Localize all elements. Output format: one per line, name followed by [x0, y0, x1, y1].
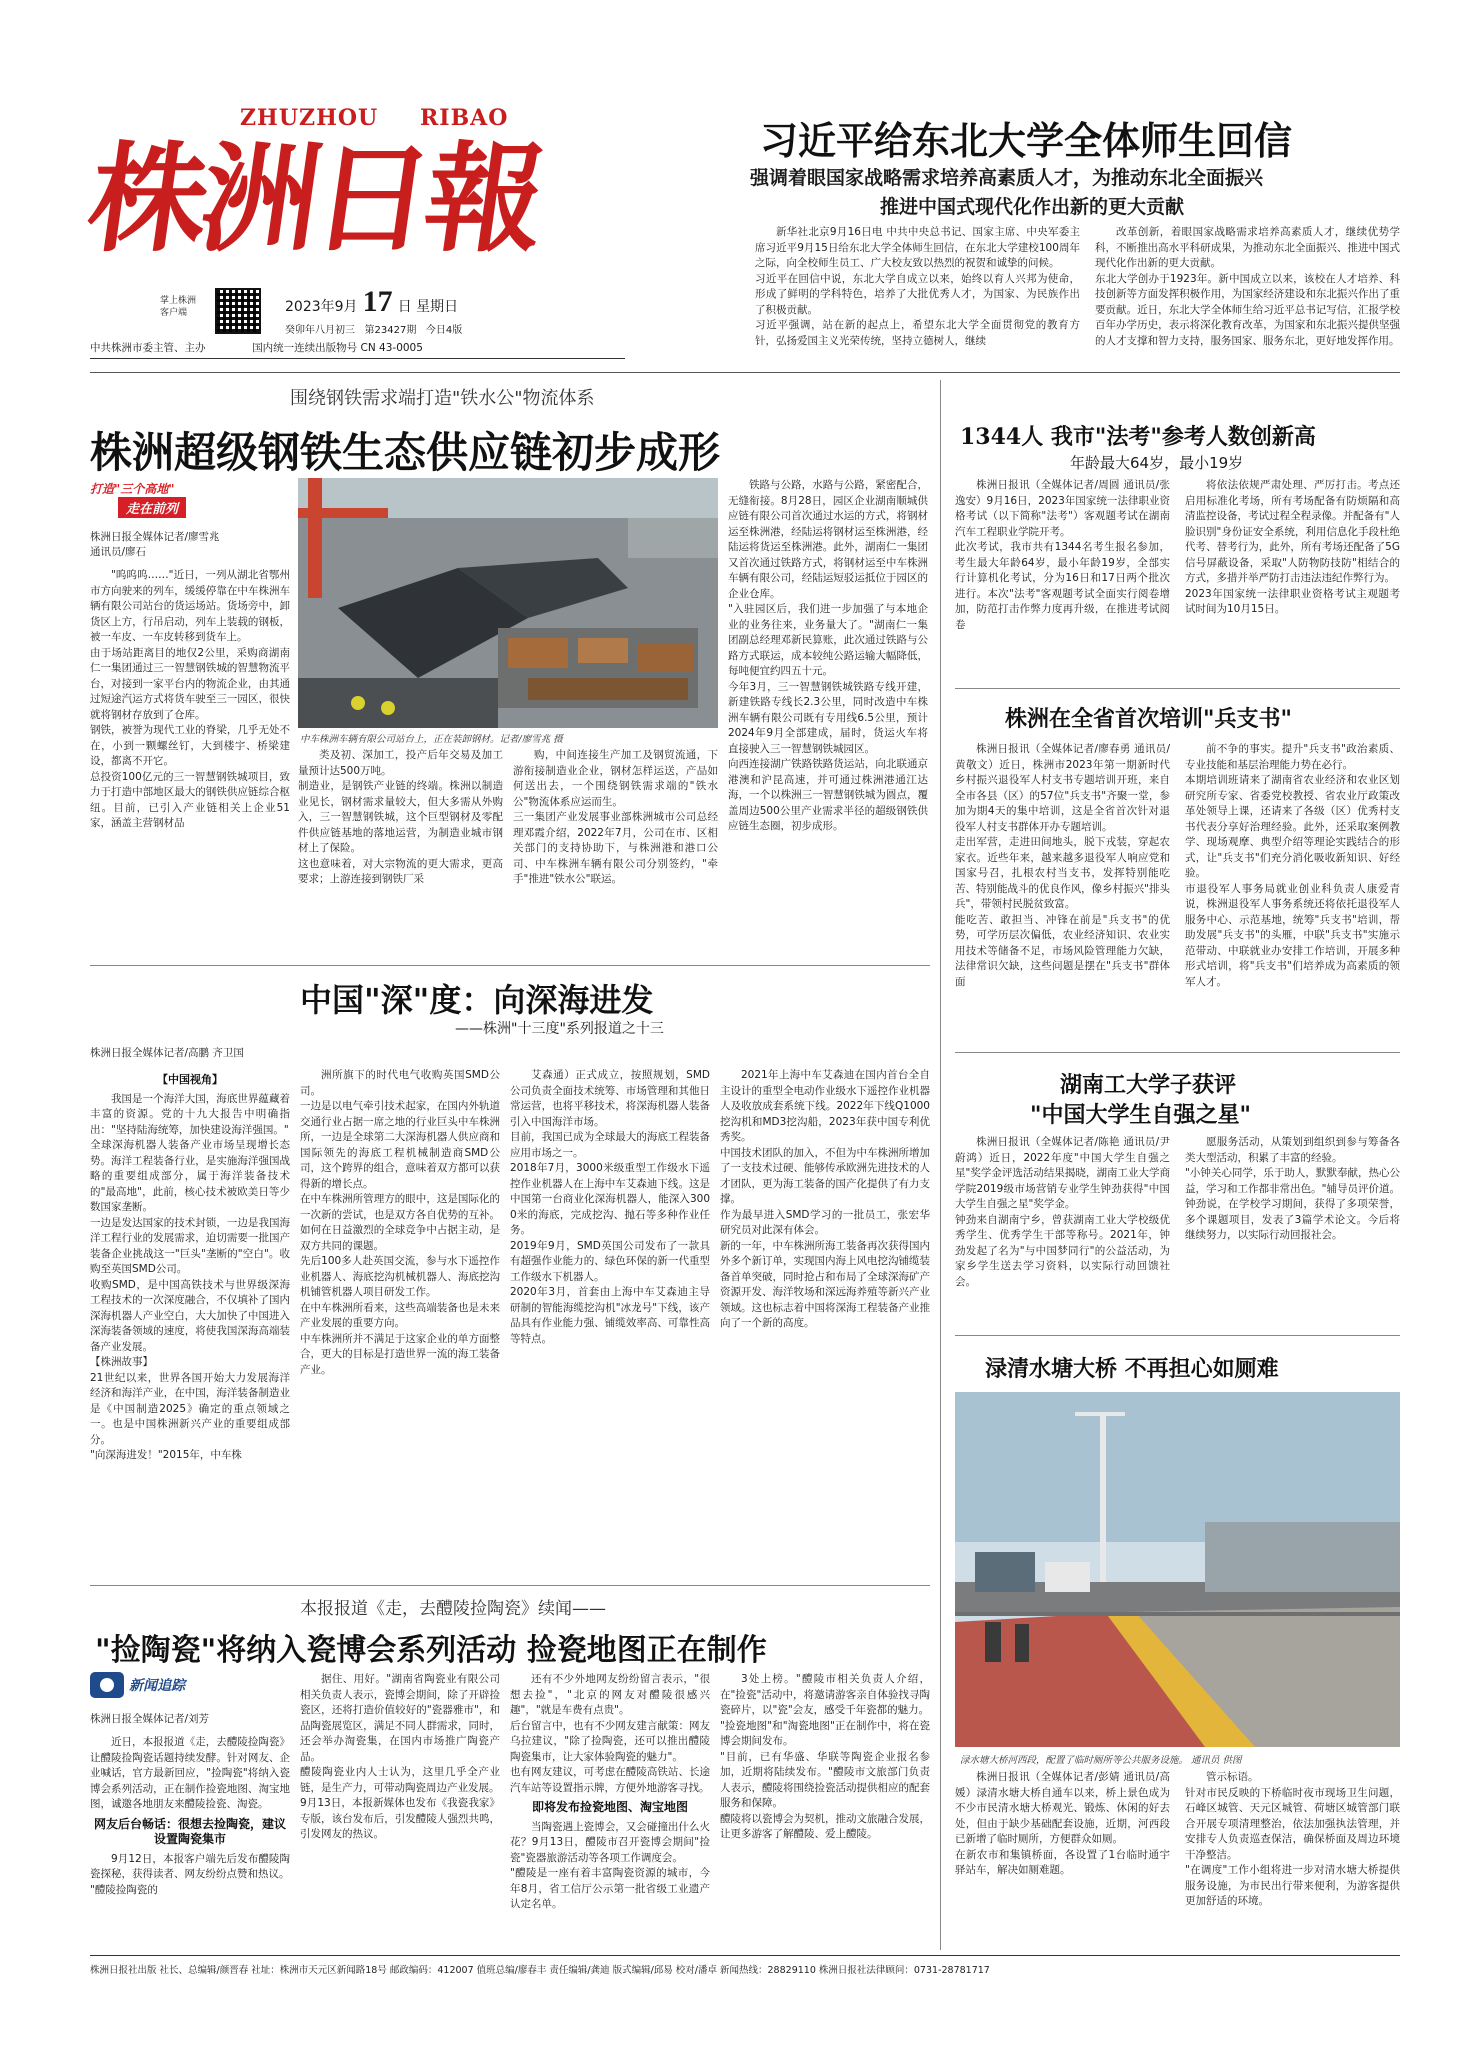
exam-subhead: 年龄最大64岁，最小19岁 — [1070, 454, 1244, 472]
exam-column-2: 将依法依规严肃处理、严厉打击。考点还启用标准化考场，所有考场配备有防烦隔和高清监控设备，考试过程全程录像。并配备有"人脸识别"身份证安全系统，利用信息化手段杜绝代考、替考行为，此外，所有考场还配备了5G信号屏蔽设备，采取"人防物防技防"相结合的方式，多措并举严防打击违法违纪作弊行为。 2023年国家统一法律职业资格考试主观题考试时间为10月15日。 — [1185, 479, 1400, 615]
lead-headline[interactable]: 习近平给东北大学全体师生回信 — [760, 119, 1293, 163]
date-block — [285, 285, 605, 336]
lunar-date: 癸卯年八月初三 — [285, 325, 355, 336]
sponsor-line — [90, 340, 423, 355]
qr-code[interactable] — [215, 288, 261, 334]
newspaper-logo: 株洲日報 — [80, 129, 548, 268]
issue-number: 第23427期 — [364, 325, 417, 336]
bridge-headline[interactable]: 渌清水塘大桥 不再担心如厕难 — [985, 1356, 1279, 1382]
deep-column-3: 艾森通）正式成立，按照规划，SMD公司负责全面技术统筹、市场管理和其他日常运营，也将平移技术，将深海机器人装备引入中国海洋市场。 目前，我国已成为全球最大的海底工程装备应用市场之一。 2018年7月，3000米级重型工作级水下遥控作业机器人在上海中车艾森迪下线。这是中国第一台商业化深海机器人，能深入3000米的海底，完成挖沟、抛石等多种作业任务。 2019年9月，SMD英国公司发布了一款具有超强作业能力的、绿色环保的新一代重型工作级水下机器人。 2020年3月，首套由上海中车艾森迪主导研制的智能海缆挖沟机"冰龙号"下线，该产品具有作业能力强、铺缆效率高、可靠性高等特点。 — [510, 1069, 710, 1345]
soldier-column-2: 前不争的事实。提升"兵支书"政治素质、专业技能和基层治理能力势在必行。 本期培训班请来了湖南省农业经济和农业区划研究所专家、省委党校教授、省农业厅政策改革处领导上课，还请来了各级（区）优秀村支书代表分享好治理经验。此外，还采取案例教学、现场观摩、典型介绍等理论实践结合的形式，让"兵支书"们充分消化吸收新知识、好经验。 市退役军人事务局就业创业科负责人康爱青说，株洲退役军人事务系统还将依托退役军人服务中心、示范基地，统筹"兵支书"培训，帮助发展"兵支书"的头雁，中联"兵支书"实施示范带动、中联就业办安排工作培训，开展多种形式培训，将"兵支书"们培养成为高素质的领军人才。 — [1185, 743, 1400, 988]
right-rail-rule — [940, 380, 941, 1950]
hut-headline-line2[interactable]: "中国大学生自强之星" — [1030, 1102, 1251, 1128]
steel-yard-image — [298, 478, 718, 728]
footer-rule — [90, 1955, 1400, 1956]
porcelain-byline: 株洲日报全媒体记者/刘芳 — [90, 1713, 210, 1725]
steel-badge — [90, 480, 220, 524]
porcelain-column-1: 近日，本报报道《走，去醴陵捡陶瓷》让醴陵捡陶瓷话题持续发酵。针对网友、企业喊话，官方最新回应，"捡陶瓷"将纳入瓷博会系列活动，正在制作捡瓷地图、淘宝地图，诚邀各地朋友来醴陵捡瓷、淘瓷。 网友后台畅话：很想去捡陶瓷，建议设置陶瓷集市 9月12日，本报客户端先后发布醴陵陶瓷探秘，获得读者、网友纷纷点赞和热议。 "醴陵捡陶瓷的 — [90, 1736, 290, 1896]
lead-subhead-1: 强调着眼国家战略需求培养高素质人才，为推动东北全面振兴 — [750, 167, 1264, 189]
bridge-photo — [955, 1392, 1400, 1747]
cn-number: 国内统一连续出版物号 CN 43-0005 — [252, 342, 423, 354]
masthead-pinyin-left: ZHUZHOU — [240, 105, 379, 131]
deep-column-4: 2021年上海中车艾森迪在国内首台全自主设计的重型全电动作业级水下遥控作业机器人及收放成套系统下线。2022年下线Q1000挖沟机和MD3挖沟船，2023年获中国专利优秀奖。 中国技术团队的加入，不但为中车株洲所增加了一支技术过硬、能够传承欧洲先进技术的人才团队，更为海工装备的国产化提供了有力支撑。 作为最早进入SMD学习的一批员工，张宏华研究员对此深有体会。 新的一年，中车株洲所海工装备再次获得国内外多个新订单，实现国内海上风电挖沟铺缆装备首单突破，同时抢占和布局了全球深海矿产资源开发、海洋牧场和深远海养殖等新兴产业领域。这也标志着中国将深海工程装备产业推向了一个新的高度。 — [720, 1069, 930, 1329]
exam-headline[interactable]: 1344人 我市"法考"参考人数创新高 — [960, 424, 1316, 450]
deep-column-1: 【中国视角】 我国是一个海洋大国，海底世界蕴藏着丰富的资源。党的十九大报告中明确指出："坚持陆海统筹，加快建设海洋强国。" 全球深海机器人装备产业市场呈现增长态势。海洋工程装备行业，是实施海洋强国战略的重要组成部分，属于海洋装备技术的"最高地"，此前，核心技术被欧美日等少数国家垄断。 一边是发达国家的技术封锁，一边是我国海洋工程行业的发展需求，迫切需要一批国产装备企业挑战这一"巨头"垄断的"空白"。收购至英国SMD公司。 收购SMD，是中国高铁技术与世界级深海工程技术的一次深度融合，不仅填补了国内深海机器人产业空白，大大加快了中国进入深海装备领域的速度，将使我国深海高端装备产业发展。 【株洲故事】 21世纪以来，世界各国开始大力发展海洋经济和海洋产业，在中国，海洋装备制造业是《中国制造2025》确定的重点领域之一。也是中国株洲新兴产业的重要组成部分。 "向深海进发！"2015年，中车株 — [90, 1073, 290, 1461]
porcelain-badge — [90, 1672, 210, 1708]
lead-column-2: 改革创新，着眼国家战略需求培养高素质人才，继续优势学科，不断推出高水平科研成果，为推动东北全面振兴、推进中国式现代化作出新的更大贡献。 东北大学创办于1923年。新中国成立以来，该校在人才培养、科技创新等方面发挥积极作用，为国家经济建设和东北振兴作出了重要贡献。近日，东北大学全体师生给习近平总书记写信，汇报学校百年办学历史，表示将深化教育改革，为国家和东北振兴提供坚强的人才支撑和智力支持，服务国家、服务东北，更好地发挥作用。 — [1095, 226, 1400, 347]
deep-byline: 株洲日报全媒体记者/高鹏 齐卫国 — [90, 1047, 244, 1059]
steel-left-column: "呜呜呜……"近日，一列从湖北省鄂州市方向驶来的列车，缓缓停靠在中车株洲车辆有限公司站台的货运场站。货场旁中，卸货区上方，行吊启动，列车上装载的钢板，被一车皮、一车皮转移到货车上。 由于场站距离目的地仅2公里，采购商湖南仁一集团通过三一智慧钢铁城的智慧物流平台，对接到一家平台内的物流企业，由其通过短途汽运方式将货车驶至三一园区，很快就将钢材存放到了仓库。 钢铁，被誉为现代工业的脊梁，几乎无处不在，小到一颗螺丝钉，大到楼宇、桥梁建设，都离不开它。 总投资100亿元的三一智慧钢铁城项目，致力于打造中部地区最大的钢铁供应链综合枢纽。目前，已引入产业链相关上企业51家，涵盖主营钢材品 — [90, 569, 290, 829]
steel-photo-caption: 中车株洲车辆有限公司站台上，正在装卸钢材。记者/廖雪兆 摄 — [300, 734, 563, 745]
steel-badge-line1: 打造"三个高地" — [90, 482, 175, 496]
page-count: 今日4版 — [425, 325, 463, 336]
masthead-pinyin-right: RIBAO — [420, 105, 509, 131]
porcelain-badge-label: 新闻追踪 — [129, 1678, 186, 1694]
steel-badge-line2: 走在前列 — [118, 497, 186, 518]
lead-subhead-2: 推进中国式现代化作出新的更大贡献 — [880, 196, 1185, 218]
steel-bottom-rule — [90, 965, 930, 966]
steel-photo — [298, 478, 718, 728]
exam-column-1: 株洲日报讯（全媒体记者/周圆 通讯员/张逸安）9月16日，2023年国家统一法律职业资格考试（以下简称"法考"）客观题考试在湖南汽车工程职业学院开考。 此次考试，我市共有1344名考生报名参加，考生最大年龄64岁，最小年龄19岁，全部实行计算机化考试，分为16日和17日两个批次进行。本次"法考"客观题考试全面实行阅卷增加，防范打击作弊力度再升级，在推进考试阅卷 — [955, 479, 1170, 631]
steel-mid-column-1: 类及初、深加工，投产后年交易及加工量预计达500万吨。 制造业，是钢铁产业链的终端。株洲以制造业见长，钢材需求量较大，但大多需从外购入，三一智慧钢铁城，这个巨型钢材及零配件供应链基地的落地运营，为制造业城市钢材上了保险。 这也意味着，对大宗物流的更大需求，更高要求；上游连接到钢铁厂采 — [298, 749, 503, 885]
deep-subhead: ——株洲"十三度"系列报道之十三 — [455, 1021, 664, 1037]
bridge-photo-caption: 渌水塘大桥河西段，配置了临时厕所等公共服务设施。 通讯员 供图 — [960, 1755, 1242, 1766]
bridge-column-2: 管示标语。 针对市民反映的下桥临时夜市现场卫生问题，石峰区城管、天元区城管、荷塘区城管部门联合开展专项清理整治，依法加强执法管理，并安排专人负责巡查保洁，确保桥面及周边环境干净整洁。 "在调度"工作小组将进一步对清水塘大桥提供服务设施，为市民出行带来便利，为游客提供更加舒适的环境。 — [1185, 1771, 1400, 1907]
qr-label: 掌上株洲 客户端 — [160, 296, 197, 318]
camera-icon — [90, 1672, 124, 1698]
sponsor: 中共株洲市委主管、主办 — [90, 342, 206, 354]
bridge-column-1: 株洲日报讯（全媒体记者/彭婧 通讯员/高媛）渌清水塘大桥自通车以来，桥上景色成为不少市民清水塘大桥观光、锻炼、休闲的好去处，但由于缺少基础配套设施，近期，河西段已新增了临时厕所，方便群众如厕。 在新农市和集镇桥面，各设置了1台临时通宇驿站车，解决如厕难题。 — [955, 1771, 1170, 1876]
steel-right-column: 铁路与公路，水路与公路，紧密配合，无缝衔接。8月28日，园区企业湖南顺城供应链有限公司首次通过水运的方式，将钢材运至株洲港，经陆运将钢材运至株洲港，经陆运将货运至株洲港。此外，湖南仁一集团又首次通过铁路方式，将钢材运至中车株洲车辆有限公司，经陆运短驳运抵位于园区的企业仓库。 "入驻园区后，我们进一步加强了与本地企业的业务往来，业务量大了。"湖南仁一集团副总经理邓新民算账，此次通过铁路与公路方式联运，成本较纯公路运输大幅降低，每吨便宜约四五十元。 今年3月，三一智慧钢铁城铁路专线开建，新建铁路专线长2.3公里，同时改造中车株洲车辆有限公司既有专用线6.5公里，预计2024年9月全部建成，届时，货运火车将直接驶入三一智慧钢铁城园区。 向西连接湖广铁路铁路货运站，向北联通京港澳和沪昆高速，并可通过株洲港通江达海，一个以株洲三一智慧钢铁城为圆点，覆盖周边500公里产业需求半径的超级钢铁供应链生态圈，初步成形。 — [728, 479, 928, 832]
steel-kicker: 围绕钢铁需求端打造"铁水公"物流体系 — [290, 388, 595, 409]
soldier-column-1: 株洲日报讯（全媒体记者/廖春勇 通讯员/黄敬文）近日，株洲市2023年第一期新时代乡村振兴退役军人村支书专题培训开班，来自全市各县（区）的57位"兵支书"齐聚一堂，参加为期4天的集中培训，这是全省首次针对退役军人村支书群体开办专题培训。 走出军营，走进田间地头，脱下戎装，穿起农家衣。近些年来，越来越多退役军人响应党和国家号召，扎根农村当支书，发挥特别能吃苦、特别能战斗的优良作风，像乡村振兴"排头兵"，带领村民脱贫致富。 能吃苦、敢担当、冲锋在前是"兵支书"的优势，可学历层次偏低，农业经济知识、农业实用技术等储备不足，市场风险管理能力欠缺，法律常识欠缺，这些问题是摆在"兵支书"群体面 — [955, 743, 1170, 988]
hut-headline-line1[interactable]: 湖南工大学子获评 — [1060, 1072, 1237, 1098]
weekday: 日 星期日 — [397, 299, 459, 315]
steel-byline: 株洲日报全媒体记者/廖雪兆 通讯员/廖石 — [90, 531, 220, 558]
hut-column-1: 株洲日报讯（全媒体记者/陈艳 通讯员/尹蔚鸿）近日，2022年度"中国大学生自强之星"奖学金评选活动结果揭晓，湖南工业大学商学院2019级市场营销专业学生钟劲获得"中国大学生自强之星"奖学金。 钟劲来自湖南宁乡，曾获湖南工业大学校级优秀学生、优秀学生干部等称号。2021年，钟劲发起了名为"与中国梦同行"的公益活动，为家乡学生送去学习资料，以实际行动回馈社会。 — [955, 1136, 1170, 1288]
porcelain-col1-subhead: 网友后台畅话：很想去捡陶瓷，建议设置陶瓷集市 — [93, 1816, 286, 1846]
deep-column-2: 洲所旗下的时代电气收购英国SMD公司。 一边是以电气牵引技术起家，在国内外轨道交通行业占据一席之地的行业巨头中车株洲所，一边是全球第二大深海机器人供应商和国际领先的海底工程机械制造商SMD公司，这个跨界的组合，意味着双方都可以获得新的增长点。 在中车株洲所管理方的眼中，这是国际化的一次新的尝试，也是双方各自优势的互补。如何在日益激烈的全球竞争中占据主动，是双方共同的课题。 先后100多人赴英国交流，参与水下遥控作业机器人、海底挖沟机械机器人、海底挖沟机铺管机器人项目研发工作。 在中车株洲所看来，这些高端装备也是未来产业发展的重要方向。 中车株洲所并不满足于这家企业的单方面整合，更大的目标是打造世界一流的海工装备产业。 — [300, 1069, 500, 1376]
hut-rule — [955, 1335, 1400, 1336]
deep-bottom-rule — [90, 1585, 930, 1586]
hut-column-2: 愿服务活动，从策划到组织到参与筹备各类大型活动，积累了丰富的经验。 "小钟关心同学，乐于助人，默默奉献，热心公益，学习和工作都非常出色。"辅导员评价道。钟劲说，在学校学习期间，获得了多项荣誉，多个课题项目，发表了3篇学术论文。今后将继续努力，以实际行动回报社会。 — [1185, 1136, 1400, 1241]
soldier-headline[interactable]: 株洲在全省首次培训"兵支书" — [1005, 706, 1292, 732]
deep-headline[interactable]: 中国"深"度：向深海进发 — [300, 981, 654, 1019]
porcelain-column-4: 3处上榜。"醴陵市相关负责人介绍，在"捡瓷"活动中，将邀请游客亲自体验找寻陶瓷碎片，以"瓷"会友，感受千年瓷都的魅力。 "捡瓷地图"和"淘瓷地图"正在制作中，将在瓷博会期间发布。 "目前，已有华盛、华联等陶瓷企业报名参加，近期将陆续发布。"醴陵市文旅部门负责人表示，醴陵将围绕捡瓷活动提供相应的配套服务和保障。 醴陵将以瓷博会为契机，推动文旅融合发展，让更多游客了解醴陵、爱上醴陵。 — [720, 1673, 930, 1840]
date-day: 17 — [362, 285, 393, 318]
soldier-rule — [955, 1052, 1400, 1053]
porcelain-kicker: 本报报道《走，去醴陵捡陶瓷》续闻—— — [300, 1599, 606, 1619]
footer-info: 株洲日报社出版 社长、总编辑/颜晋春 社址：株洲市天元区新闻路18号 邮政编码：412007 值班总编/廖春丰 责任编辑/龚迪 版式编辑/邱易 校对/潘卓 新闻热线：28829110 株洲日报社法律顾问：0731-28781717 — [90, 1965, 990, 1976]
date-prefix: 2023年9月 — [285, 299, 358, 315]
steel-mid-column-2: 购，中间连接生产加工及钢贸流通，下游衔接制造业企业，钢材怎样运送，产品如何送出去，一个围绕钢铁需求端的"铁水公"物流体系应运而生。 三一集团产业发展事业部株洲城市公司总经理邓霞介绍，2022年7月，公司在市、区相关部门的支持协助下，与株洲港和港口公司、中车株洲车辆有限公司分别签约，"牵手"推进"铁水公"联运。 — [513, 749, 718, 885]
top-section-rule — [90, 372, 1400, 373]
porcelain-column-3: 还有不少外地网友纷纷留言表示，"很想去捡"，"北京的网友对醴陵很感兴趣"，"就是车费有点贵"。 后台留言中，也有不少网友建言献策：网友乌拉建议，"除了捡陶瓷，还可以推出醴陵陶瓷集市，让大家体验陶瓷的魅力"。 也有网友建议，可考虑在醴陵高铁站、长途汽车站等设置指示牌，方便外地游客寻找。 即将发布捡瓷地图、淘宝地图 当陶瓷遇上瓷博会，又会碰撞出什么火花？9月13日，醴陵市召开瓷博会期间"捡瓷"瓷器旅游活动等各项工作调度会。 "醴陵是一座有着丰富陶瓷资源的城市，今年8月，省工信厅公示第一批省级工业遗产认定名单。 — [510, 1673, 710, 1910]
masthead-rule — [90, 358, 625, 359]
porcelain-column-2: 据住、用好。"湖南省陶瓷业有限公司相关负责人表示，瓷博会期间，除了开辟捡瓷区，还将打造价值较好的"瓷器雅市"，和品陶瓷展览区，满足不同人群需求，同时，还会举办淘瓷集，在国内市场推广陶瓷产品。 醴陵陶瓷业内人士认为，这里几乎全产业链，是生产力，可带动陶瓷周边产业发展。 9月13日，本报新媒体也发布《我瓷我家》专版，该台发布后，引发醴陵人强烈共鸣，引发网友的热议。 — [300, 1673, 500, 1840]
lead-column-1: 新华社北京9月16日电 中共中央总书记、国家主席、中央军委主席习近平9月15日给东北大学全体师生回信，在东北大学建校100周年之际，向全校师生员工、广大校友致以热烈的祝贺和诚挚的问候。 习近平在回信中说，东北大学自成立以来，始终以育人兴邦为使命，形成了鲜明的学科特色，培养了大批优秀人才，为国家、为民族作出了积极贡献。 习近平强调，站在新的起点上，希望东北大学全面贯彻党的教育方针，弘扬爱国主义光荣传统，坚持立德树人，继续 — [755, 226, 1080, 347]
porcelain-headline[interactable]: "捡陶瓷"将纳入瓷博会系列活动 捡瓷地图正在制作 — [95, 1633, 767, 1668]
steel-headline[interactable]: 株洲超级钢铁生态供应链初步成形 — [90, 428, 721, 477]
bridge-image — [955, 1392, 1400, 1747]
deep-col1-tag: 【中国视角】 — [157, 1073, 223, 1086]
exam-rule — [955, 688, 1400, 689]
porcelain-col3-subhead: 即将发布捡瓷地图、淘宝地图 — [531, 1800, 688, 1814]
